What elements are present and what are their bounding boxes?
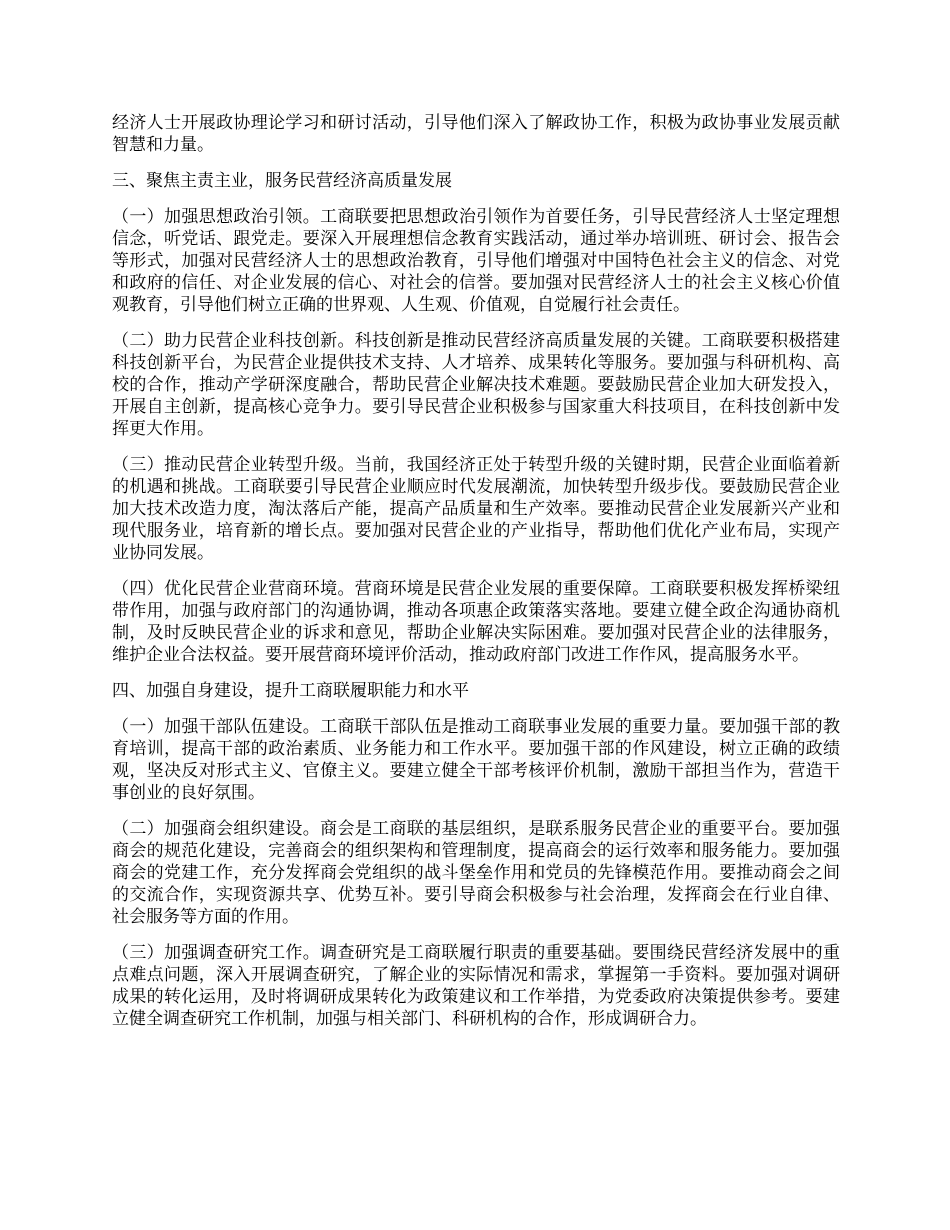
section-heading-4: 四、加强自身建设，提升工商联履职能力和水平 [112,681,469,701]
paragraph-3-2: （二）助力民营企业科技创新。科技创新是推动民营经济高质量发展的关键。工商联要积极搭建科技创新平台，为民营企业提供技术支持、人才培养、成果转化等服务。要加强与科研机构、高校的合作，推动产学研深度融合，帮助民营企业解决技术难题。要鼓励民营企业加大研发投入，开展自主创新，提高核心竞争力。要引导民营企业积极参与国家重大科技项目，在科技创新中发挥更大作用。 [112,331,840,439]
paragraph-3-3: （三）推动民营企业转型升级。当前，我国经济正处于转型升级的关键时期，民营企业面临着新的机遇和挑战。工商联要引导民营企业顺应时代发展潮流，加快转型升级步伐。要鼓励民营企业加大技术改造力度，淘汰落后产能，提高产品质量和生产效率。要推动民营企业发展新兴产业和现代服务业，培育新的增长点。要加强对民营企业的产业指导，帮助他们优化产业布局，实现产业协同发展。 [112,455,840,563]
paragraph-3-4: （四）优化民营企业营商环境。营商环境是民营企业发展的重要保障。工商联要积极发挥桥梁纽带作用，加强与政府部门的沟通协调，推动各项惠企政策落实落地。要建立健全政企沟通协商机制，及时反映民营企业的诉求和意见，帮助企业解决实际困难。要加强对民营企业的法律服务，维护企业合法权益。要开展营商环境评价活动，推动政府部门改进工作作风，提高服务水平。 [112,579,840,665]
paragraph-4-3: （三）加强调查研究工作。调查研究是工商联履行职责的重要基础。要围绕民营经济发展中的重点难点问题，深入开展调查研究，了解企业的实际情况和需求，掌握第一手资料。要加强对调研成果的转化运用，及时将调研成果转化为政策建议和工作举措，为党委政府决策提供参考。要建立健全调查研究工作机制，加强与相关部门、科研机构的合作，形成调研合力。 [112,943,840,1029]
paragraph-continued: 经济人士开展政协理论学习和研讨活动，引导他们深入了解政协工作，积极为政协事业发展贡献智慧和力量。 [112,113,840,155]
paragraph-4-1: （一）加强干部队伍建设。工商联干部队伍是推动工商联事业发展的重要力量。要加强干部的教育培训，提高干部的政治素质、业务能力和工作水平。要加强干部的作风建设，树立正确的政绩观，坚决反对形式主义、官僚主义。要建立健全干部考核评价机制，激励干部担当作为，营造干事创业的良好氛围。 [112,717,840,803]
section-heading-3: 三、聚焦主责主业，服务民营经济高质量发展 [112,171,452,191]
paragraph-3-1: （一）加强思想政治引领。工商联要把思想政治引领作为首要任务，引导民营经济人士坚定理想信念，听党话、跟党走。要深入开展理想信念教育实践活动，通过举办培训班、研讨会、报告会等形式，加强对民营经济人士的思想政治教育，引导他们增强对中国特色社会主义的信念、对党和政府的信任、对企业发展的信心、对社会的信誉。要加强对民营经济人士的社会主义核心价值观教育，引导他们树立正确的世界观、人生观、价值观，自觉履行社会责任。 [112,207,840,315]
paragraph-4-2: （二）加强商会组织建设。商会是工商联的基层组织，是联系服务民营企业的重要平台。要加强商会的规范化建设，完善商会的组织架构和管理制度，提高商会的运行效率和服务能力。要加强商会的党建工作，充分发挥商会党组织的战斗堡垒作用和党员的先锋模范作用。要推动商会之间的交流合作，实现资源共享、优势互补。要引导商会积极参与社会治理，发挥商会在行业自律、社会服务等方面的作用。 [112,819,840,927]
document-page [112,112,840,1044]
